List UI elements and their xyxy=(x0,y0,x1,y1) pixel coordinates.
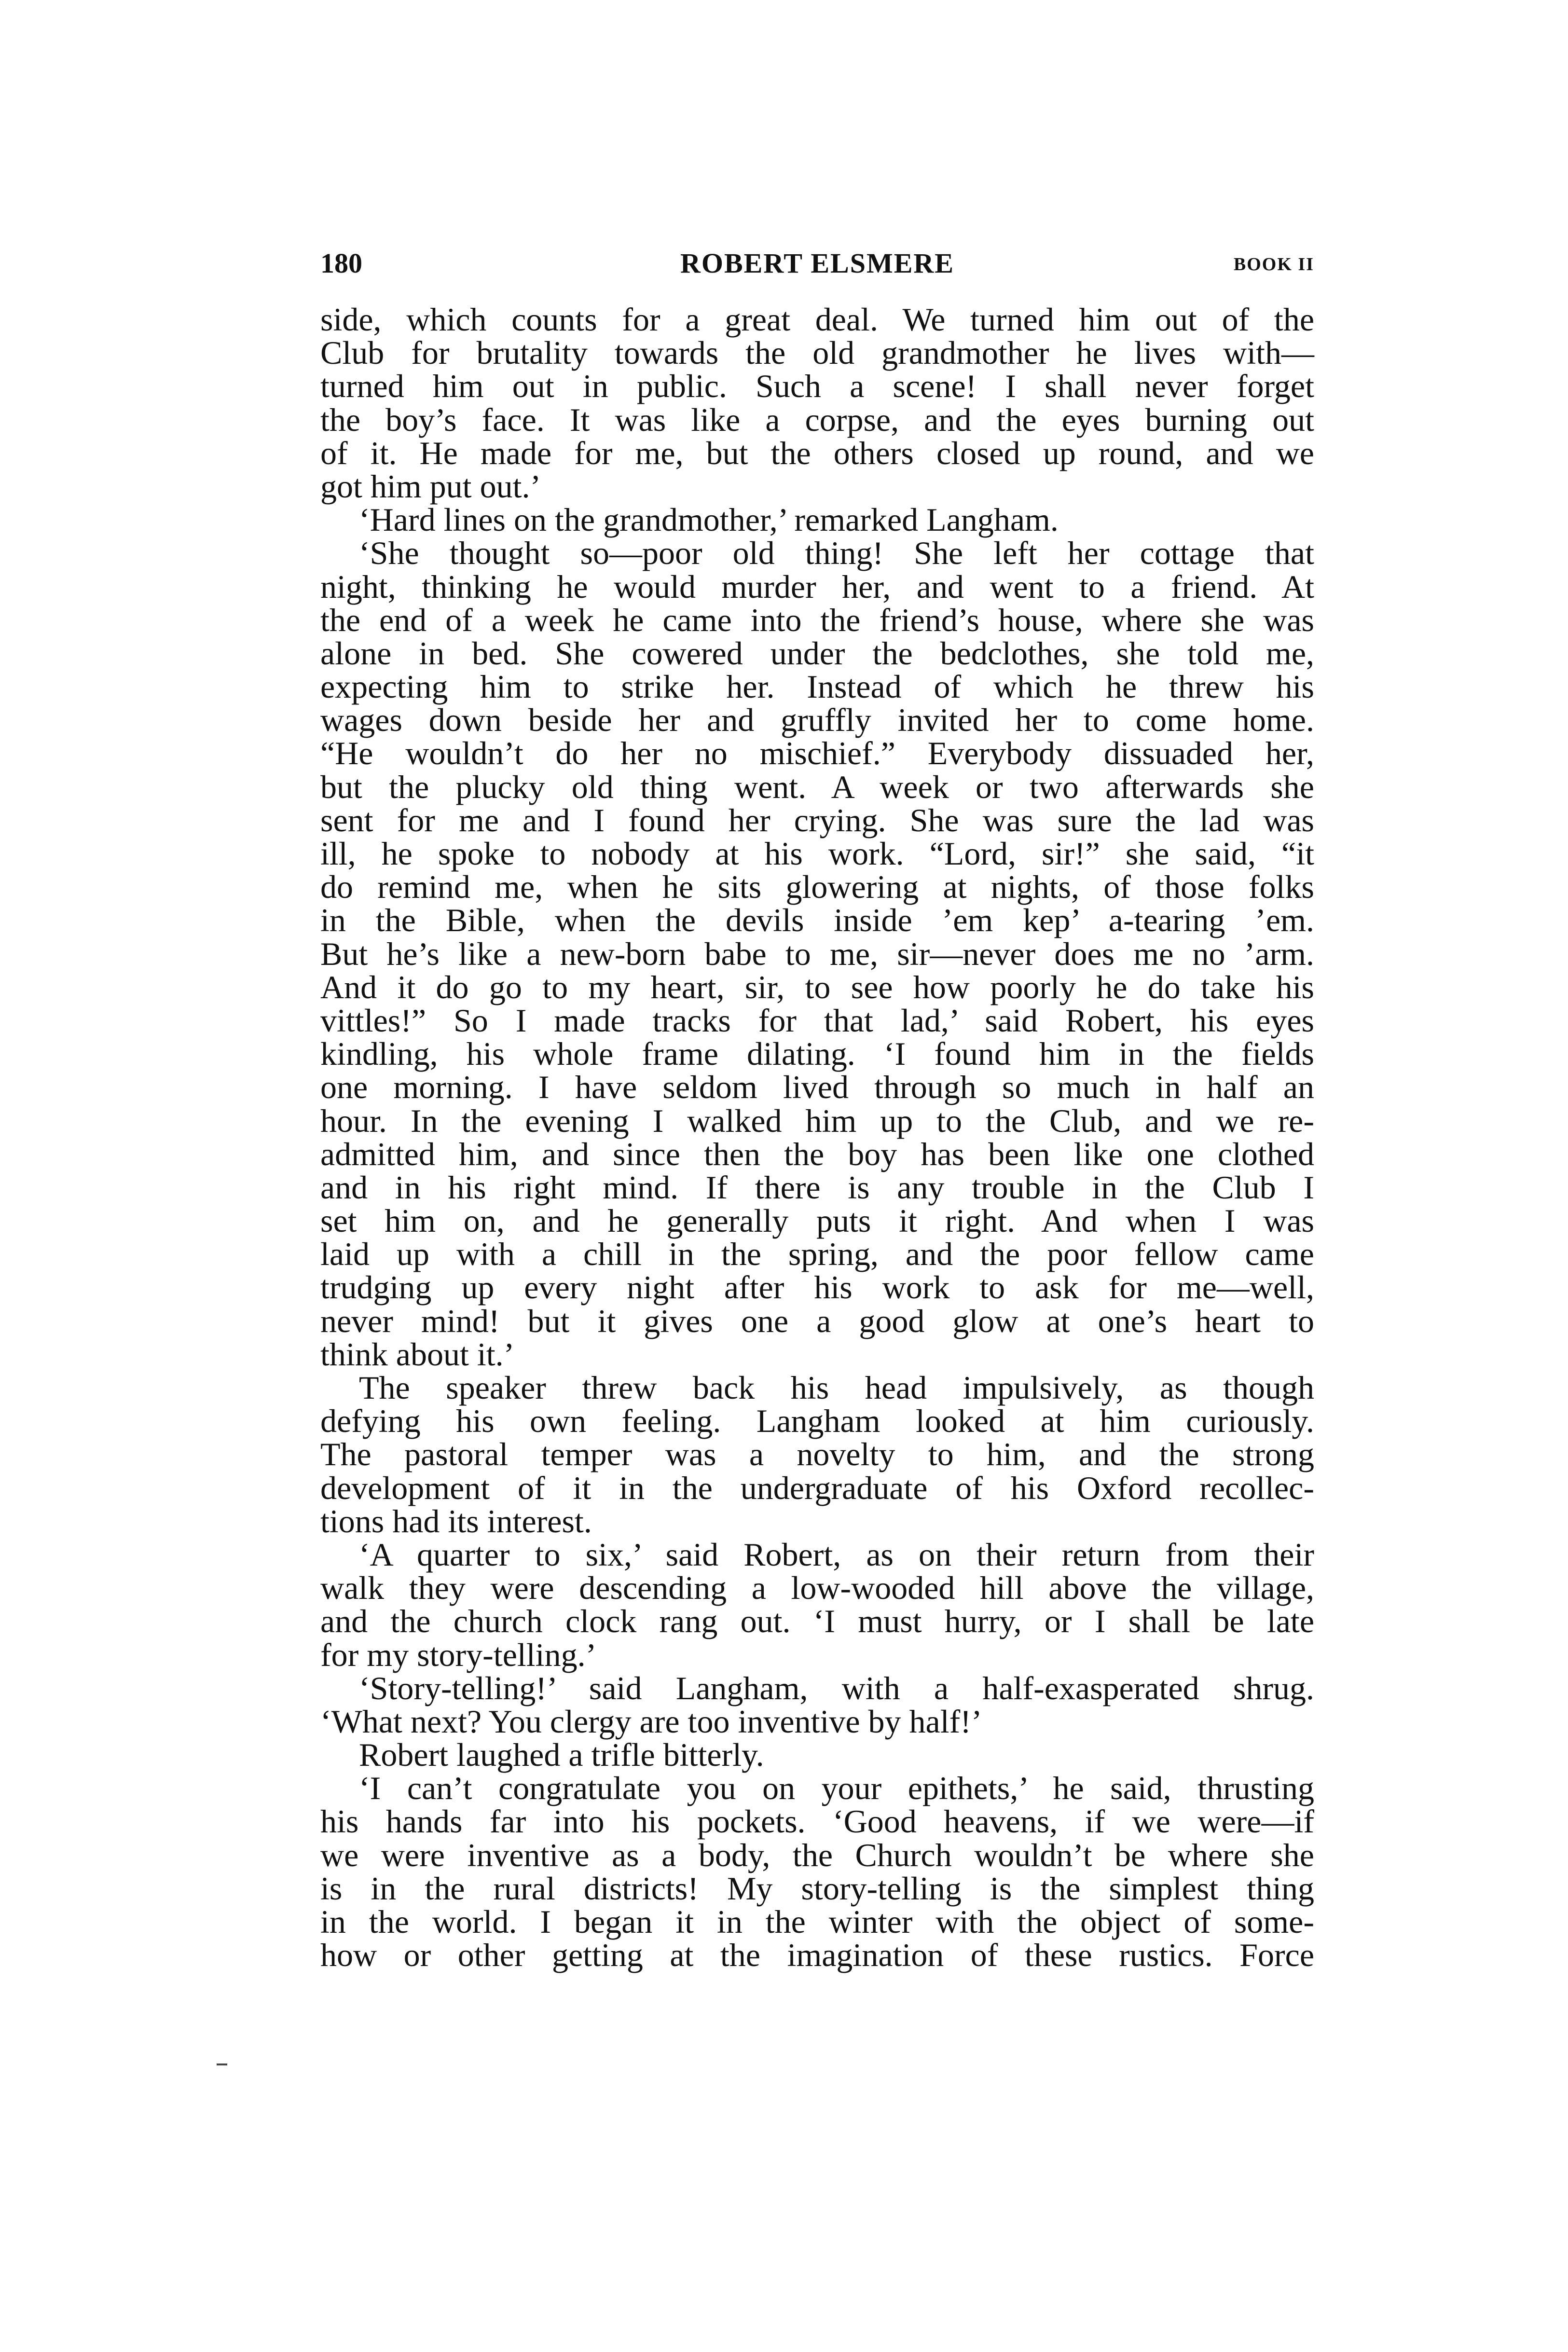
page-number: 180 xyxy=(320,248,362,279)
text-line: set him on, and he generally puts it right. And when I was xyxy=(320,1202,1314,1239)
text-line: laid up with a chill in the spring, and the poor fellow came xyxy=(320,1236,1314,1273)
text-line: one morning. I have seldom lived through so much in half an xyxy=(320,1069,1314,1106)
text-line: kindling, his whole frame dilating. ‘I found him in the fields xyxy=(320,1035,1314,1073)
text-line: ill, he spoke to nobody at his work. “Lord, sir!” she said, “it xyxy=(320,835,1314,872)
text-line: how or other getting at the imagination of these rustics. Force xyxy=(320,1937,1314,1974)
text-line: trudging up every night after his work to ask for me—well, xyxy=(320,1269,1314,1306)
text-line: of it. He made for me, but the others closed up round, and we xyxy=(320,434,1314,471)
text-line: but the plucky old thing went. A week or two afterwards she xyxy=(320,768,1314,805)
text-line: vittles!” So I made tracks for that lad,’ said Robert, his eyes xyxy=(320,1002,1314,1039)
running-header xyxy=(320,247,1314,295)
text-line: defying his own feeling. Langham looked at him curiously. xyxy=(320,1403,1314,1440)
body-text xyxy=(320,303,1314,1972)
book-marker: BOOK II xyxy=(1233,254,1314,275)
text-line: sent for me and I found her crying. She was sure the lad was xyxy=(320,801,1314,839)
text-line: we were inventive as a body, the Church wouldn’t be where she xyxy=(320,1836,1314,1873)
text-line: Robert laughed a trifle bitterly. xyxy=(359,1736,764,1774)
text-line: tions had its interest. xyxy=(320,1502,592,1540)
text-line: But he’s like a new-born babe to me, sir—never does me no ’arm. xyxy=(320,935,1314,972)
text-line: think about it.’ xyxy=(320,1335,515,1373)
text-line: is in the rural districts! My story-telling is the simplest thing xyxy=(320,1870,1314,1907)
text-line: in the Bible, when the devils inside ’em kep’ a-tearing ’em. xyxy=(320,902,1314,939)
text-line: for my story-telling.’ xyxy=(320,1636,597,1673)
running-title: ROBERT ELSMERE xyxy=(680,248,954,279)
text-line: ‘I can’t congratulate you on your epithets,’ he said, thrusting xyxy=(359,1770,1314,1807)
text-line: Club for brutality towards the old grandmother he lives with— xyxy=(320,334,1314,371)
text-line: ‘Story-telling!’ said Langham, with a half-exasperated shrug. xyxy=(359,1669,1314,1706)
text-line: The speaker threw back his head impulsively, as though xyxy=(359,1369,1314,1406)
text-line: ‘What next? You clergy are too inventive by half!’ xyxy=(320,1703,982,1740)
text-line: the end of a week he came into the friend’s house, where she was xyxy=(320,601,1314,638)
text-line: walk they were descending a low-wooded hill above the village, xyxy=(320,1569,1314,1607)
text-line: wages down beside her and gruffly invited her to come home. xyxy=(320,701,1314,739)
text-line: “He wouldn’t do her no mischief.” Everybody dissuaded her, xyxy=(320,735,1314,772)
text-line: got him put out.’ xyxy=(320,468,541,505)
text-line: ‘A quarter to six,’ said Robert, as on their return from their xyxy=(359,1536,1314,1573)
text-line: development of it in the undergraduate of his Oxford recollec- xyxy=(320,1469,1314,1506)
text-line: in the world. I began it in the winter with the object of some- xyxy=(320,1903,1314,1940)
text-line: The pastoral temper was a novelty to him, and the strong xyxy=(320,1436,1314,1473)
text-line: side, which counts for a great deal. We turned him out of the xyxy=(320,301,1314,338)
text-line: hour. In the evening I walked him up to the Club, and we re- xyxy=(320,1102,1314,1139)
text-line: And it do go to my heart, sir, to see how poorly he do take his xyxy=(320,968,1314,1005)
text-line: and the church clock rang out. ‘I must hurry, or I shall be late xyxy=(320,1603,1314,1640)
text-line: admitted him, and since then the boy has been like one clothed xyxy=(320,1135,1314,1172)
text-line: alone in bed. She cowered under the bedclothes, she told me, xyxy=(320,634,1314,672)
text-line: night, thinking he would murder her, and went to a friend. At xyxy=(320,568,1314,605)
text-line: and in his right mind. If there is any trouble in the Club I xyxy=(320,1169,1314,1206)
text-line: the boy’s face. It was like a corpse, and the eyes burning out xyxy=(320,401,1314,438)
text-line: turned him out in public. Such a scene! I shall never forget xyxy=(320,368,1314,405)
text-line: ‘Hard lines on the grandmother,’ remarked Langham. xyxy=(359,501,1059,538)
text-line: expecting him to strike her. Instead of which he threw his xyxy=(320,668,1314,705)
text-line: his hands far into his pockets. ‘Good heavens, if we were—if xyxy=(320,1803,1314,1840)
margin-mark xyxy=(217,2063,227,2065)
text-line: never mind! but it gives one a good glow at one’s heart to xyxy=(320,1302,1314,1339)
text-line: ‘She thought so—poor old thing! She left her cottage that xyxy=(359,535,1314,572)
text-line: do remind me, when he sits glowering at nights, of those folks xyxy=(320,868,1314,906)
